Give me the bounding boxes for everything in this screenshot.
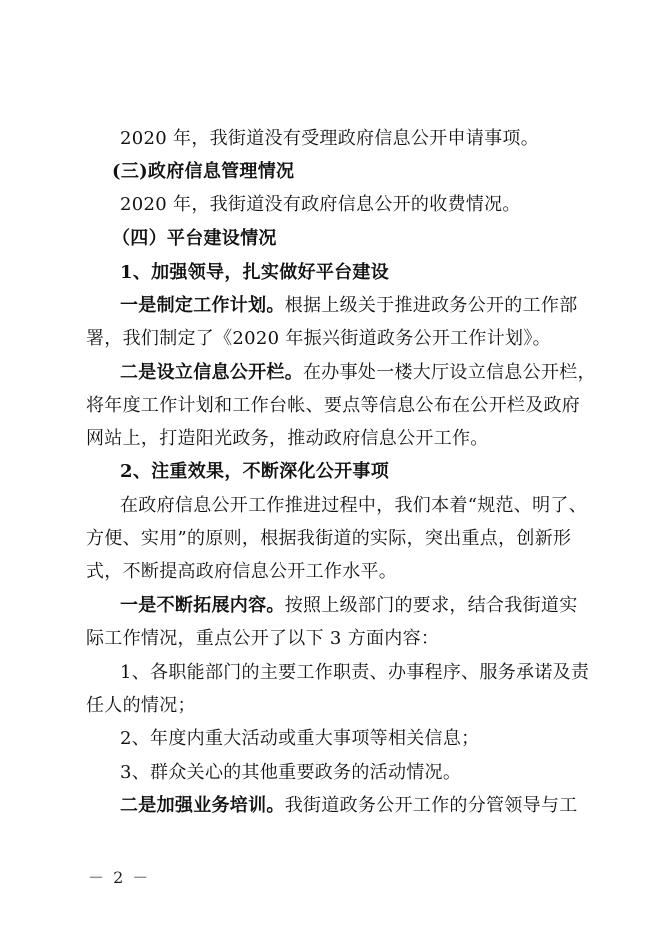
body-text: 将年度工作计划和工作台帐、要点等信息公布在公开栏及政府 bbox=[86, 395, 581, 416]
paragraph-line bbox=[0, 356, 662, 389]
paragraph-line bbox=[0, 589, 662, 622]
heading-text: 1、加强领导，扎实做好平台建设 bbox=[120, 262, 390, 283]
paragraph-line bbox=[0, 522, 662, 555]
heading-text: （四）平台建设情况 bbox=[112, 228, 277, 249]
lead-text: 一是不断拓展内容。 bbox=[120, 595, 285, 616]
paragraph-line bbox=[0, 756, 662, 789]
paragraph-line bbox=[0, 422, 662, 455]
body-text: 2020 年，我街道没有政府信息公开的收费情况。 bbox=[120, 194, 521, 215]
body-text: 根据上级关于推进政务公开的工作部 bbox=[284, 295, 578, 316]
lead-text: 一是制定工作计划。 bbox=[120, 295, 285, 316]
paragraph-line bbox=[0, 622, 662, 655]
body-text: 2、年度内重大活动或重大事项等相关信息； bbox=[120, 728, 480, 749]
body-text: 2020 年，我街道没有受理政府信息公开申请事项。 bbox=[120, 128, 540, 149]
page-number: － 2 － bbox=[88, 868, 151, 887]
lead-text: 二是设立信息公开栏。 bbox=[120, 362, 303, 383]
subsection-heading bbox=[0, 455, 662, 488]
paragraph-line bbox=[0, 722, 662, 755]
body-text: 我街道政务公开工作的分管领导与工 bbox=[284, 795, 578, 816]
body-text: 式，不断提高政府信息公开工作水平。 bbox=[86, 561, 398, 582]
body-text: 3、群众关心的其他重要政务的活动情况。 bbox=[120, 762, 462, 783]
paragraph-line bbox=[0, 689, 662, 722]
paragraph-line bbox=[0, 789, 662, 822]
heading-text: 2、注重效果，不断深化公开事项 bbox=[120, 461, 390, 482]
paragraph-line bbox=[0, 389, 662, 422]
body-text: 在政府信息公开工作推进过程中，我们本着“规范、明了、 bbox=[120, 495, 587, 516]
lead-text: 二是加强业务培训。 bbox=[120, 795, 285, 816]
paragraph-line bbox=[0, 489, 662, 522]
subsection-heading bbox=[0, 256, 662, 289]
body-text: 网站上，打造阳光政务，推动政府信息公开工作。 bbox=[86, 428, 489, 449]
paragraph-line bbox=[0, 122, 662, 155]
paragraph-line bbox=[0, 289, 662, 322]
heading-text: (三)政府信息管理情况 bbox=[112, 161, 295, 182]
body-text: 按照上级部门的要求，结合我街道实 bbox=[284, 595, 578, 616]
body-text: 在办事处一楼大厅设立信息公开栏， bbox=[303, 362, 596, 383]
body-text: 署，我们制定了《2020 年振兴街道政务公开工作计划》。 bbox=[86, 328, 551, 349]
paragraph-line bbox=[0, 322, 662, 355]
section-heading bbox=[0, 155, 662, 188]
body-text: 方便、实用”的原则，根据我街道的实际，突出重点，创新形 bbox=[86, 528, 572, 549]
body-text: 任人的情况； bbox=[86, 695, 196, 716]
section-heading bbox=[0, 222, 662, 255]
paragraph-line bbox=[0, 656, 662, 689]
body-text: 1、各职能部门的主要工作职责、办事程序、服务承诺及责 bbox=[120, 662, 590, 683]
paragraph-line bbox=[0, 555, 662, 588]
paragraph-line bbox=[0, 188, 662, 221]
body-text: 际工作情况，重点公开了以下 3 方面内容： bbox=[86, 628, 440, 649]
